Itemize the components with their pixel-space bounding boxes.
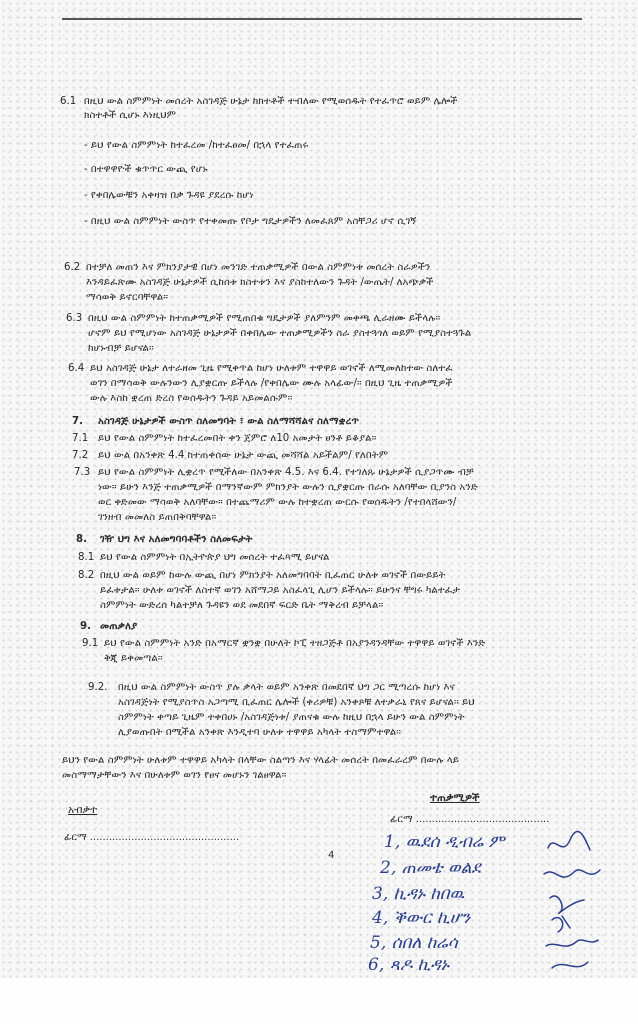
clause-text: በዚህ ውል ስምምነት ውስጥ ያሉ ቃላት ወይም አንቀጽ በመደበኛ ህግ ጋር ሚጣረሱ ከሆነ እና — [118, 682, 455, 693]
clause-text: ቅጂ ይቀመጣል፡፡ — [104, 653, 163, 664]
clause-text: ውሉ እስከ ቋረጠ ድረስ የወሰዱትን ጉዳይ አይመልሱም፡፡ — [90, 393, 293, 404]
lessor-signature-line: ፊርማ ............................................... — [64, 832, 240, 843]
section-heading: ገዥ ህግ እና አለመግባባቶችን ስለመፍታት — [100, 534, 253, 545]
clause-text: ከሆኑብቻ ይሆናል፡፡ — [88, 343, 154, 354]
clause-text: ይፈቱታል። ሁለቱ ወገኖች ለስተኛ ወገን አሸማጋይ አስፈላጊ ሊሆን ይችላሉ። ይሁንና ቸግሩ ካልተፈታ — [100, 585, 461, 596]
clause-text: ሊያወጡበት በሚችል አንቀጽ እንዲተባ ሁለቱ ተዋዋይ አካላት ተስማምተዋል፡፡ — [118, 727, 402, 738]
list-item: - በዚህ ውል ስምምነት ውስጥ የተቀመጡ የቦታ ግዴታዎችን ለመፈጸም አስቸጋሪ ሆኖ ሲገኝ — [84, 216, 417, 227]
signature-scribbles — [540, 828, 630, 998]
section-number: 9. — [80, 621, 91, 632]
section-heading: መጠቃለያ — [100, 621, 138, 632]
clause-number: 9.1 — [82, 638, 99, 649]
clause-number: 8.2 — [78, 570, 95, 581]
closing-statement: ይህን የውል ስምምነት ሁለቱም ተዋዋይ አካላት በላቸው ስልጣን እና ሃላፊት መሰረት በመፈራረም በውሉ ላይ — [62, 755, 460, 766]
clause-text: ይህ አስገዳጅ ሁኔታ ለተራዘመ ጊዜ የሚቀጥል ከሆነ ሁለቱም ተዋዋይ ወገኖች ለሚመለከተው ስለተፈ — [90, 363, 453, 374]
handwritten-name: 1, ዉደሰ ዲብሬ ም — [384, 832, 505, 852]
list-item: - ይህ የውል ስምምነት ከተፈረመ /ከተፈፀመ/ በኋላ የተፈጠሩ — [84, 140, 309, 151]
top-divider — [62, 18, 582, 20]
beneficiaries-signature-line: ፊርማ .......................................... — [390, 814, 550, 825]
clause-text: ክስተቶች ሲሆኑ እነዚህም — [84, 110, 177, 121]
list-item: - በተዋዋዮች ቁጥጥር ውጪ የሆኑ — [84, 164, 208, 175]
clause-text: በዚህ ውል ስምምነት መሰረት አስገዳጅ ሁኔታ ከክተቶች ተብለው የሚወሰዱት የተፈጥሮ ወይም ሌሎች — [84, 96, 458, 107]
clause-number: 6.2 — [64, 262, 81, 273]
clause-text: አስገዳጅነት የሚያስጥስ አጋጣሚ ቢፈጠር ሌሎች (ቀሪዎቹ) አንቀጾቹ ለተቃራኒ የጸና ይሆናል፡፡ ይህ — [118, 697, 475, 708]
clause-text: በተቻለ መጠን እና ምክንያታዊ በሆነ መንገድ ተጠቃሚዎች በውል ስምምነቱ መሰረት ስራዎችን — [86, 262, 431, 273]
clause-text: በዚህ ውል ስምምነት ከተጠቃሚዎች የሚጠበቁ ግዴታዎች ያለምንም መቀጫ ሊራዘሙ ይችላሉ፡፡ — [88, 313, 441, 324]
clause-text: ይህ የውል ስምምነት በኢትዮጵያ ህግ መሰረት ተፈጻሚ ይሆናል — [100, 552, 330, 563]
clause-text: ስምምነት ውድረሰ ካልተቻለ ጉዳዩን ወደ መደበኛ ፍርድ ቤት ማቅረብ ይቻላል፡፡ — [100, 600, 384, 611]
section-number: 8. — [76, 534, 87, 545]
handwritten-name: 6, ጻዶ ኪዳኑ — [368, 955, 449, 975]
list-item: - የቀበሌውቹን አቀዛዝ በቃ ጉዳዩ ያደረሱ ከሆነ — [84, 190, 254, 201]
clause-number: 7.2 — [72, 450, 89, 461]
clause-text: ወር ቀድመው ማሳወቅ አለባቸው። በተጨማሪም ውሉ ከተቋረጠ ውርሱ የወሰዱትን /የተበላሸውን/ — [98, 497, 457, 508]
clause-text: በዚህ ውል ወይም ከውሉ ውጪ በሆነ ምክንያት አለመግባባት ቢፈጠር ሁለቱ ወገኖች በውይይት — [100, 570, 446, 581]
page-bottom-margin — [0, 978, 638, 1024]
beneficiaries-label: ተጠቃሚዎች — [430, 792, 480, 804]
clause-number: 7.1 — [72, 433, 89, 444]
signature-scribble — [550, 896, 584, 913]
signature-scribble — [552, 962, 588, 968]
clause-text: ወገን በማሳወቅ ውሉንውን ሊያቋርጡ ይችላሉ /የቀበሌው ሙሉ አላፊው/፡፡ በዚህ ጊዜ ተጠቃሚዎች — [90, 378, 453, 389]
clause-number: 6.1 — [60, 96, 77, 107]
clause-text: ይህ የውል ስምምነት ሊቋረጥ የሚችለው በአንቀጽ 4.5. እና 6.4. የተገለጹ ሁኔታዎች ሲያጋጥሙ ብቻ — [98, 467, 474, 478]
clause-text: ሆኖም ይህ የሚሆነው አስገዳጅ ሁኔታዎች በቀበሌው ተጠቃሚዎችን ስራ ያስተጓጎለ ወይም የሚያስተጓጉል — [88, 328, 472, 339]
handwritten-name: 2, ጠመቴ ወልደ — [380, 858, 481, 878]
clause-text: ገንዘብ መመለስ ይጠበቅባቸዋል፡፡ — [98, 512, 217, 523]
closing-statement: መስማማታቸውን እና በሁለቱም ወገን የፀና መሆኑን ገልፀዋል፡፡ — [62, 770, 287, 781]
clause-number: 7.3 — [74, 467, 91, 478]
clause-text: ይህ የውል ስምምነት ከተፈረመበት ቀን ጀምሮ ለ10 አመታት ፀንቶ ይቆያል፡፡ — [98, 433, 377, 444]
clause-text: ስምምነት ቀጣይ ጊዜም ተቀበሀኑ /አስገዳጅነቱ/ ያጠናቁ ውሉ ከዚህ በኋላ ይሁን ውል ስምምነት — [118, 712, 465, 723]
section-heading: አስገዳጅ ሁኔታዎች ውስጥ ስለመግባት ፣ ውል ስለማሻሻልና ስለማቋረጥ — [98, 416, 360, 427]
handwritten-name: 5, ሰበለ ከሬሳ — [370, 933, 458, 953]
clause-text: ይህ ውል በአንቀጽ 4.4 ከተጠቀሰው ሁኔታ ውጪ መሻሻል አይችልም/ የለበትም — [98, 450, 389, 461]
clause-number: 6.4 — [68, 363, 85, 374]
clause-number: 8.1 — [78, 552, 95, 563]
clause-number: 6.3 — [66, 313, 83, 324]
signature-scribble — [544, 870, 600, 877]
signature-scribble — [546, 940, 598, 946]
signature-scribble — [548, 831, 590, 850]
clause-text: ማሳወቅ ይኖርባቸዋል። — [86, 292, 169, 303]
page-number: 4 — [328, 850, 335, 861]
handwritten-name: 4, ቕውር ኪሆን — [372, 908, 471, 928]
lessor-label: አብቃተ — [68, 804, 98, 816]
signature-scribble — [552, 916, 570, 932]
handwritten-name: 3, ኪዳኑ ከበዉ — [372, 884, 465, 904]
section-number: 7. — [72, 416, 83, 427]
clause-text: ይህ የውል ስምምነት አንድ በአማርኛ ቋንቋ በሁለት ኮፒ ተዘጋጅቶ በአያንዳንዳቸው ተዋዋይ ወገኖች እንድ — [104, 638, 486, 649]
clause-text: እንዳይፈጽሙ አስገዳጅ ሁኔታዎች ሲከሰቱ ክስተቱን እና ያስከተለውን ጉዳት /ውጤት/ ለአጭቃች — [86, 277, 434, 288]
clause-text: ነው። ይሁን እንጅ ተጠቃሚዎች በማንኛውም ምክንያት ውሉን ሲያቋርጡ በራሱ አለባቸው ቢያንስ አንድ — [98, 482, 478, 493]
clause-number: 9.2. — [88, 682, 108, 693]
